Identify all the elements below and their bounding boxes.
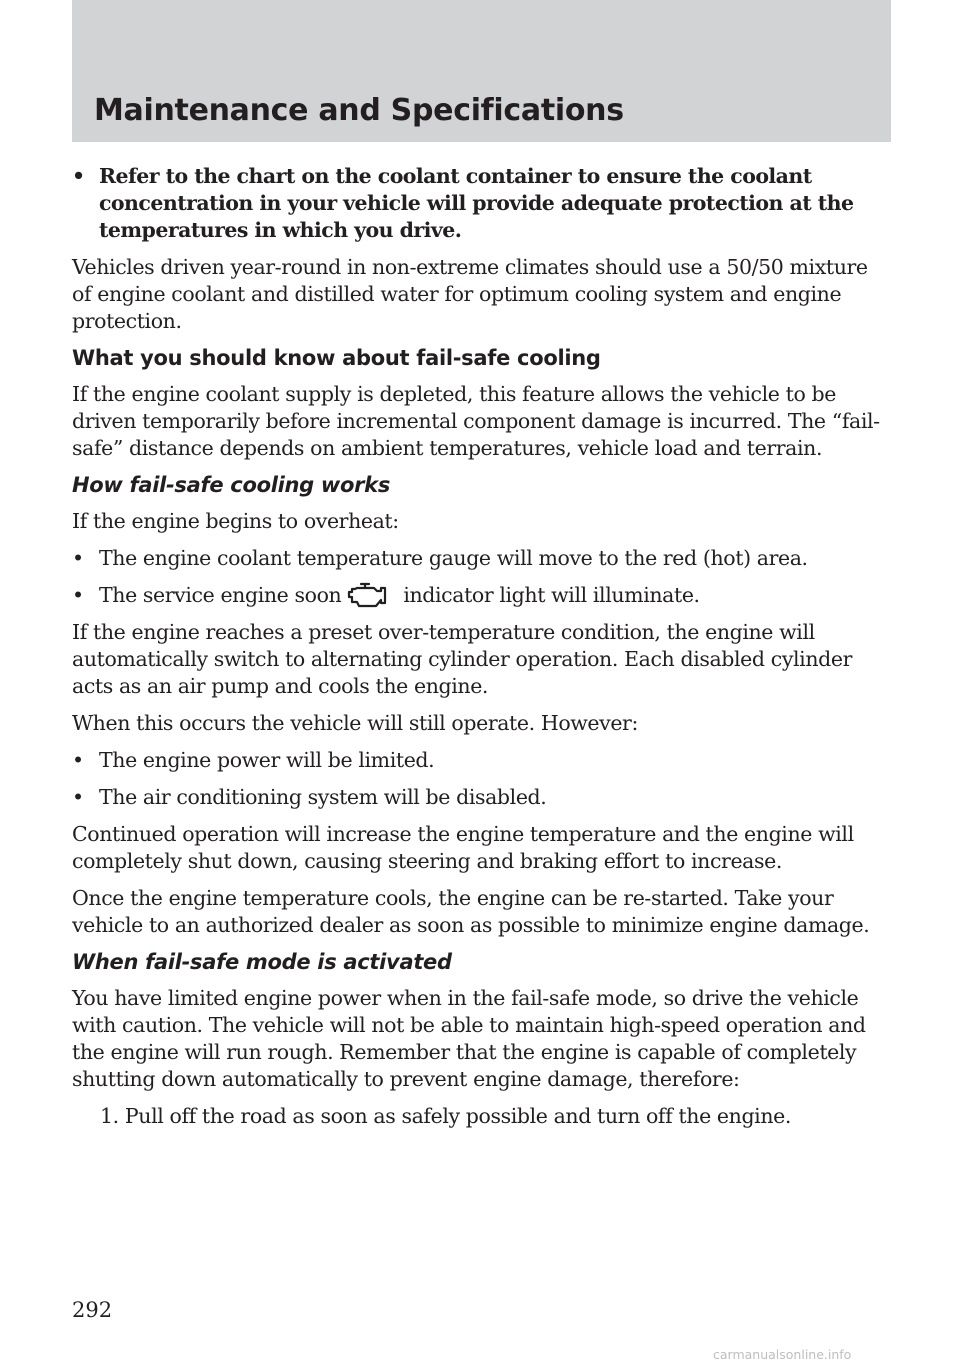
subheading-activated: When fail-safe mode is activated [72, 950, 452, 974]
paragraph-limited: You have limited engine power when in the fail-safe mode, so drive the vehicle with caution. The vehicle will not be able to maintain high-speed operation and the engine will run rough. Remember that the engine is capable of completely shutting down automatically to prevent engine damage, therefore: [72, 986, 866, 1091]
bullet-gauge [72, 545, 892, 572]
bold-bullet-text: Refer to the chart on the coolant container to ensure the coolant concentration in your vehicle will provide adequate protection at the temperatures in which you drive. [99, 164, 854, 242]
paragraph-once: Once the engine temperature cools, the engine can be re-started. Take your vehicle to an authorized dealer as soon as possible to minimize engine damage. [72, 886, 870, 937]
watermark: carmanualsonline.info [713, 1347, 852, 1362]
paragraph-occurs: When this occurs the vehicle will still operate. However: [72, 711, 638, 735]
section-title: Maintenance and Specifications [94, 93, 624, 128]
bullet-ac [72, 784, 892, 811]
bullet-service-engine [72, 582, 892, 609]
bullet-mark: • [72, 748, 84, 772]
bullet-service-text-before: The service engine soon [99, 583, 342, 607]
bullet-mark: • [72, 164, 85, 188]
paragraph-preset: If the engine reaches a preset over-temperature condition, the engine will automatically switch to alternating cylinder operation. Each disabled cylinder acts as an air pump and cools the engine. [72, 620, 852, 698]
page-content [72, 163, 892, 1140]
paragraph-mixture: Vehicles driven year-round in non-extreme climates should use a 50/50 mixture of engine coolant and distilled water for optimum cooling system and engine protection. [72, 255, 868, 333]
check-engine-icon [347, 582, 395, 608]
bullet-mark: • [72, 546, 84, 570]
bullet-mark: • [72, 785, 84, 809]
paragraph-depleted: If the engine coolant supply is depleted, this feature allows the vehicle to be driven temporarily before incremental component damage is incurred. The “fail-safe” distance depends on ambient temperatures, vehicle load and terrain. [72, 382, 880, 460]
bullet-mark: • [72, 583, 84, 607]
heading-fail-safe-cooling: What you should know about fail-safe cooling [72, 346, 601, 370]
subheading-how-it-works: How fail-safe cooling works [72, 473, 391, 497]
bullet-power [72, 747, 892, 774]
bullet-ac-text: The air conditioning system will be disabled. [99, 785, 547, 809]
bullet-gauge-text: The engine coolant temperature gauge will move to the red (hot) area. [99, 546, 808, 570]
bullet-power-text: The engine power will be limited. [99, 748, 435, 772]
bold-bullet-item [72, 163, 892, 244]
page-number: 292 [72, 1298, 113, 1322]
paragraph-continued: Continued operation will increase the engine temperature and the engine will completely shut down, causing steering and braking effort to increase. [72, 822, 854, 873]
step-1: 1. Pull off the road as soon as safely possible and turn off the engine. [100, 1104, 791, 1128]
paragraph-overheat: If the engine begins to overheat: [72, 509, 399, 533]
bullet-service-text-after: indicator light will illuminate. [403, 583, 700, 607]
